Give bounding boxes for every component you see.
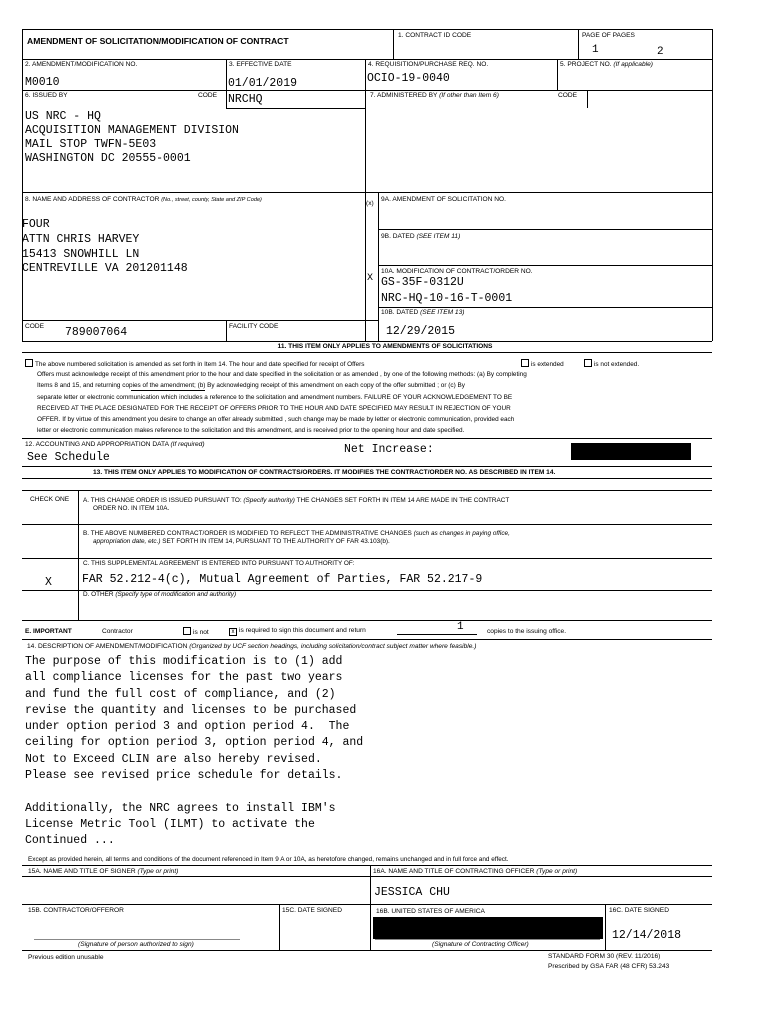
page-number: 1: [592, 44, 599, 56]
rule: [22, 352, 712, 353]
previous-edition-note: Previous edition unusable: [28, 954, 104, 961]
item-13a: A. THIS CHANGE ORDER IS ISSUED PURSUANT TO: (Specify authority) THE CHANGES SET FORTH IN ITEM 14 ARE MADE IN THE CONTRACT: [83, 497, 510, 504]
contractor-code: 789007064: [65, 326, 128, 339]
issuer-line-2: ACQUISITION MANAGEMENT DIVISION: [25, 124, 239, 137]
rule: [22, 620, 712, 621]
rule: [78, 490, 79, 620]
item-10b-label: 10B. DATED (SEE ITEM 13): [381, 309, 465, 316]
officer-signature-redaction: [373, 917, 603, 939]
is-extended-checkbox[interactable]: [521, 359, 529, 367]
item-11-heading: 11. THIS ITEM ONLY APPLIES TO AMENDMENTS OF SOLICITATIONS: [277, 343, 493, 350]
requisition-label: 4. REQUISITION/PURCHASE REQ. NO.: [368, 61, 489, 68]
rule-top: [22, 29, 712, 30]
rule: [22, 192, 712, 193]
item-10b-date: 12/29/2015: [386, 325, 456, 338]
is-required-checkbox[interactable]: x: [229, 628, 237, 636]
requisition-no: OCIO-19-0040: [367, 72, 450, 85]
rule: [378, 265, 712, 266]
order-no: NRC-HQ-10-16-T-0001: [381, 292, 513, 305]
is-required-option: x is required to sign this document and return: [229, 627, 366, 636]
is-not-option: is not: [183, 627, 209, 637]
item-11-line-7: letter or electronic communication makes reference to the solicitation and this amendment, and is received prior to the opening hour and date specified.: [37, 427, 465, 434]
item-11-line-6: OFFER. If by virtue of this amendment you desire to change an offer already submitted , such change may be made by letter or electronic communication, provided each: [37, 416, 515, 423]
is-not-checkbox[interactable]: [183, 627, 191, 635]
signature-line-contractor: [34, 939, 240, 940]
offers-checkbox[interactable]: [25, 359, 33, 367]
administered-by-label: 7. ADMINISTERED BY (If other than Item 6): [370, 92, 499, 99]
officer-date-signed-label: 16C. DATE SIGNED: [609, 907, 669, 914]
officer-date-signed: 12/14/2018: [612, 929, 682, 942]
item-10a-label: 10A. MODIFICATION OF CONTRACT/ORDER NO.: [381, 268, 533, 275]
contract-no: GS-35F-0312U: [381, 276, 464, 289]
rule: [370, 865, 371, 950]
rule: [378, 307, 712, 308]
item-14-label: 14. DESCRIPTION OF AMENDMENT/MODIFICATION (Organized by UCF section headings, including solicitation/contract subject matter where feasible.): [27, 643, 477, 650]
page-of-pages-label: PAGE OF PAGES: [582, 32, 635, 39]
effective-date: 01/01/2019: [228, 77, 298, 90]
rule: [605, 904, 606, 950]
redaction-box: [571, 443, 691, 460]
item-13b-line-2: appropriation date, etc.) SET FORTH IN ITEM 14, PURSUANT TO THE AUTHORITY OF FAR 43.103(b).: [93, 538, 390, 545]
standard-form-number: STANDARD FORM 30 (REV. 11/2016): [548, 953, 661, 960]
item-13c: C. THIS SUPPLEMENTAL AGREEMENT IS ENTERED INTO PURSUANT TO AUTHORITY OF:: [83, 560, 355, 567]
effective-date-label: 3. EFFECTIVE DATE: [229, 61, 292, 68]
issuer-code-label: CODE: [198, 92, 218, 99]
officer-name: JESSICA CHU: [374, 886, 450, 899]
rule: [22, 950, 712, 951]
rule-right: [712, 29, 713, 341]
contract-id-code-label: 1. CONTRACT ID CODE: [398, 32, 472, 39]
item-11-line-5: RECEIVED AT THE PLACE DESIGNATED FOR THE RECEIPT OF OFFERS PRIOR TO THE HOUR AND DATE SPECIFIED MAY RESULT IN REJECTION OF YOUR: [37, 405, 511, 412]
rule-left: [22, 29, 23, 341]
rule: [22, 865, 712, 866]
copies-blank-line: [131, 390, 205, 391]
is-extended-option: is extended: [521, 359, 564, 370]
rule: [22, 90, 712, 91]
united-states-label: 16B. UNITED STATES OF AMERICA: [376, 908, 485, 915]
rule: [22, 341, 712, 342]
is-not-extended-checkbox[interactable]: [584, 359, 592, 367]
rule: [22, 639, 712, 640]
modification-description: The purpose of this modification is to (1) add all compliance licenses for the past two years and fund the full cost of compliance, and (2) revise the quantity and licenses to be purchased under option period 3 and option period 4. The ceiling for option period 3, option period 4, and Not to Exceed CLIN are also hereby revised. Please see revised price schedule for details. Additionally, the NRC agrees to install IBM's License Metric Tool (ILMT) to activate the Continued ...: [25, 655, 364, 848]
net-increase-label: Net Increase:: [344, 443, 434, 456]
contractor-line-2: ATTN CHRIS HARVEY: [22, 233, 140, 246]
rule: [226, 108, 365, 109]
admin-code-label: CODE: [558, 92, 578, 99]
contractor-code-label: CODE: [25, 323, 45, 330]
copies-count: 1: [457, 621, 464, 633]
rule: [378, 229, 712, 230]
form-title: AMENDMENT OF SOLICITATION/MODIFICATION OF CONTRACT: [27, 36, 289, 46]
issuer-line-3: MAIL STOP TWFN-5E03: [25, 138, 157, 151]
item-11-line-4: separate letter or electronic communication which includes a reference to the solicitation and amendment numbers. FAILURE OF YOUR ACKNOWLEDGEMENT TO BE: [37, 394, 513, 401]
rule: [22, 490, 712, 491]
rule: [22, 478, 712, 479]
rule: [378, 192, 379, 341]
rule: [22, 524, 712, 525]
rule: [22, 876, 712, 877]
item-13a-line-2: ORDER NO. IN ITEM 10A.: [93, 505, 170, 512]
item-11-line-3: Items 8 and 15, and returning copies of the amendment; (b) By acknowledging receipt of this amendment on each copy of the offer submitted ; or (c) By: [37, 382, 465, 389]
project-no-label: 5. PROJECT NO. (If applicable): [560, 61, 653, 68]
contractor-offeror-label: 15B. CONTRACTOR/OFFEROR: [28, 907, 124, 914]
amendment-no-label: 2. AMENDMENT/MODIFICATION NO.: [25, 61, 138, 68]
accounting-data: See Schedule: [27, 451, 110, 464]
terms-statement: Except as provided herein, all terms and conditions of the document referenced in Item 9 A or 10A, as heretofore changed, remains unchanged and in full force and effect.: [28, 856, 509, 863]
check-one-label: CHECK ONE: [30, 496, 70, 503]
item-12-label: 12. ACCOUNTING AND APPROPRIATION DATA (If required): [25, 441, 205, 448]
item-9a-label: 9A. AMENDMENT OF SOLICITATION NO.: [381, 196, 506, 203]
facility-code-label: FACILITY CODE: [229, 323, 279, 330]
copies-line: [397, 634, 477, 635]
issuer-code: NRCHQ: [228, 93, 263, 106]
signature-line-officer: [375, 939, 600, 940]
contractor-line-1: FOUR: [22, 218, 50, 231]
item-10a-check-mark: X: [367, 273, 374, 284]
item-9b-label: 9B. DATED (SEE ITEM 11): [381, 233, 461, 240]
item-13c-authority: FAR 52.212-4(c), Mutual Agreement of Parties, FAR 52.217-9: [82, 573, 483, 586]
copies-suffix: copies to the issuing office.: [487, 628, 567, 635]
rule: [587, 90, 588, 108]
issued-by-label: 6. ISSUED BY: [25, 92, 68, 99]
contractor-line-4: CENTREVILLE VA 201201148: [22, 262, 188, 275]
issuer-line-1: US NRC - HQ: [25, 110, 101, 123]
item-13b: B. THE ABOVE NUMBERED CONTRACT/ORDER IS MODIFIED TO REFLECT THE ADMINISTRATIVE CHANGES (such as changes in paying office,: [83, 530, 510, 537]
rule: [22, 558, 712, 559]
rule: [22, 320, 378, 321]
officer-name-label: 16A. NAME AND TITLE OF CONTRACTING OFFICER (Type or print): [373, 868, 578, 875]
rule: [226, 59, 227, 108]
amendment-no: M0010: [25, 76, 60, 89]
contractor-date-signed-label: 15C. DATE SIGNED: [282, 907, 342, 914]
item-13c-check-mark: X: [45, 576, 52, 589]
contractor-signature-caption: (Signature of person authorized to sign): [78, 941, 194, 948]
x-column-label: (x): [366, 200, 374, 207]
page-count: 2: [657, 46, 664, 58]
issuer-line-4: WASHINGTON DC 20555-0001: [25, 152, 191, 165]
rule: [578, 29, 579, 59]
contractor-line-3: 15413 SNOWHILL LN: [22, 248, 140, 261]
signer-name-label: 15A. NAME AND TITLE OF SIGNER (Type or print): [28, 868, 179, 875]
important-contractor: Contractor: [102, 628, 133, 635]
item-11-line-2: Offers must acknowledge receipt of this amendment prior to the hour and date specified in the solicitation or as amended , by one of the following methods: (a) By completing: [37, 371, 527, 378]
rule: [226, 320, 227, 341]
prescribed-by: Prescribed by GSA FAR (48 CFR) 53.243: [548, 963, 670, 970]
item-11-line-1: The above numbered solicitation is amended as set forth in Item 14. The hour and date specified for receipt of Offers: [25, 359, 364, 370]
rule: [22, 466, 712, 467]
rule: [22, 904, 712, 905]
rule: [557, 59, 558, 90]
important-label: E. IMPORTANT: [25, 628, 72, 635]
rule: [393, 29, 394, 59]
contractor-label: 8. NAME AND ADDRESS OF CONTRACTOR (No., street, county, State and ZIP Code): [25, 196, 262, 203]
officer-signature-caption: (Signature of Contracting Officer): [432, 941, 529, 948]
rule: [279, 904, 280, 950]
item-13d: D. OTHER (Specify type of modification and authority): [83, 591, 237, 598]
item-13-heading: 13. THIS ITEM ONLY APPLIES TO MODIFICATION OF CONTRACTS/ORDERS. IT MODIFIES THE CONTRACT/ORDER NO. AS DESCRIBED IN ITEM 14.: [93, 469, 556, 476]
rule: [22, 59, 712, 60]
rule: [22, 438, 712, 439]
is-not-extended-option: is not extended.: [584, 359, 639, 370]
